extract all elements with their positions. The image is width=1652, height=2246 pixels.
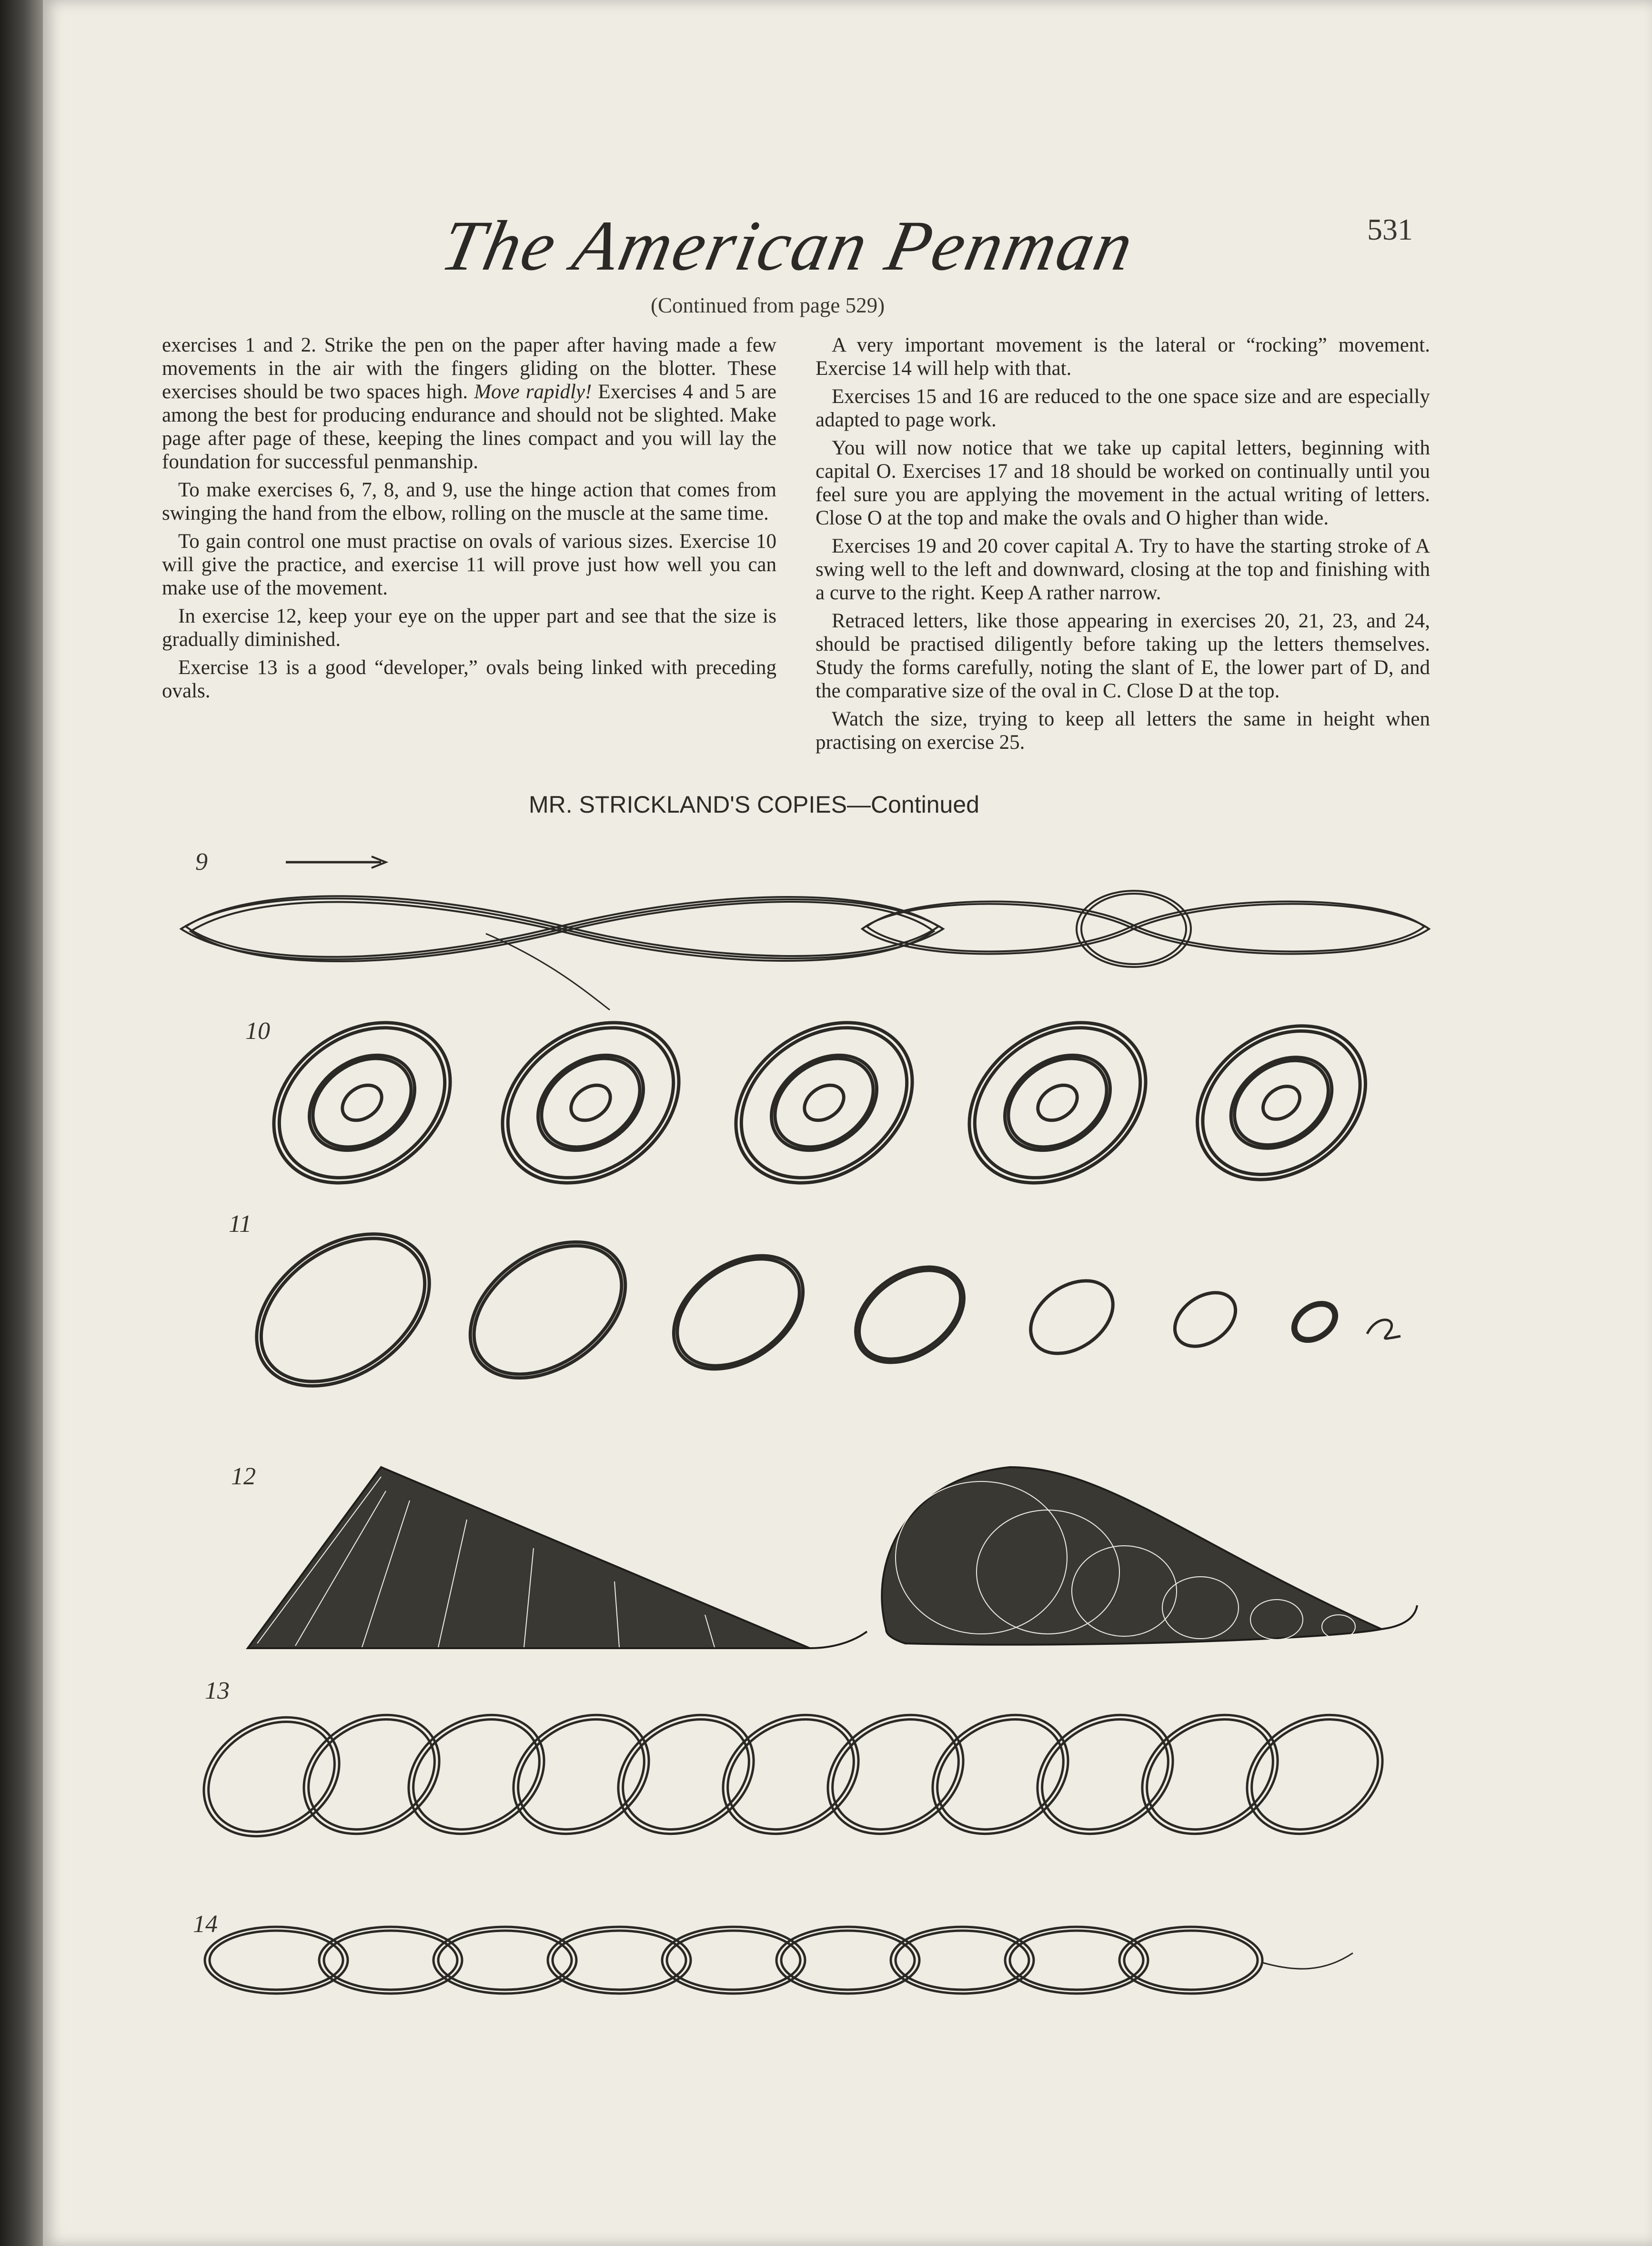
exercise-label-12: 12 <box>231 1463 256 1490</box>
paragraph: A very important movement is the lateral or “rocking” movement. Exercise 14 will help with that. <box>816 334 1430 380</box>
exercise-12-drawing <box>238 1448 1429 1667</box>
exercise-13-drawing <box>200 1672 1439 1872</box>
exercise-label-11: 11 <box>229 1210 252 1238</box>
paragraph: Watch the size, trying to keep all letters the same in height when practising on exercise 25. <box>816 708 1430 754</box>
masthead-title: The American Penman <box>435 206 1142 285</box>
paragraph: exercises 1 and 2. Strike the pen on the paper after having made a few movements in the air with the fingers gliding on the blotter. These exercises should be two spaces high. Move rapidly! Exercises 4 and 5 are among the best for producing endurance and should not be slighted. Make page after page of these, keeping the lines compact and you will lay the foundation for successful penmanship. <box>162 334 777 473</box>
exercise-label-10: 10 <box>245 1017 270 1045</box>
left-text-column <box>162 333 776 707</box>
exercise-10-drawing <box>267 1000 1420 1205</box>
paragraph: To make exercises 6, 7, 8, and 9, use the hinge action that comes from swinging the hand from the elbow, rolling on the muscle at the same time. <box>162 479 776 524</box>
paragraph: Retraced letters, like those appearing in exercises 20, 21, 23, and 24, should be practised diligently before taking up the letters themselves. Study the forms carefully, noting the slant of E, the lower part of D, and the comparative size of the oval in C. Close D at the top. <box>816 610 1430 702</box>
exercise-label-14: 14 <box>193 1911 218 1938</box>
paragraph: Exercise 13 is a good “developer,” ovals being linked with preceding ovals. <box>162 656 776 702</box>
exercise-9-drawing <box>162 838 1439 1019</box>
exercise-11-drawing <box>224 1219 1415 1400</box>
paragraph: You will now notice that we take up capital letters, beginning with capital O. Exercises 17 and 18 should be worked on continually until you feel sure you are applying the movement in the actual writing of letters. Close O at the top and make the ovals and O higher than wide. <box>816 437 1430 529</box>
exercise-label-13: 13 <box>205 1677 230 1704</box>
paragraph: Exercises 15 and 16 are reduced to the one space size and are especially adapted to page work. <box>816 385 1430 431</box>
paragraph: To gain control one must practise on ovals of various sizes. Exercise 10 will give the practice, and exercise 11 will prove just how well you can make use of the movement. <box>162 530 776 599</box>
paragraph: Exercises 19 and 20 cover capital A. Try to have the starting stroke of A swing well to the left and downward, closing at the top and finishing with a curve to the right. Keep A rather narrow. <box>816 535 1430 604</box>
paragraph: In exercise 12, keep your eye on the upper part and see that the size is gradually diminished. <box>162 605 776 651</box>
right-text-column <box>816 333 1430 759</box>
book-spine <box>0 0 43 2246</box>
continued-note: (Continued from page 529) <box>651 293 885 317</box>
exercise-label-9: 9 <box>195 848 208 876</box>
exercise-14-drawing <box>200 1905 1420 2015</box>
page-number: 531 <box>1367 212 1413 246</box>
emphasis-text: Move rapidly! <box>474 381 592 403</box>
section-title: MR. STRICKLAND'S COPIES—Continued <box>529 791 979 818</box>
